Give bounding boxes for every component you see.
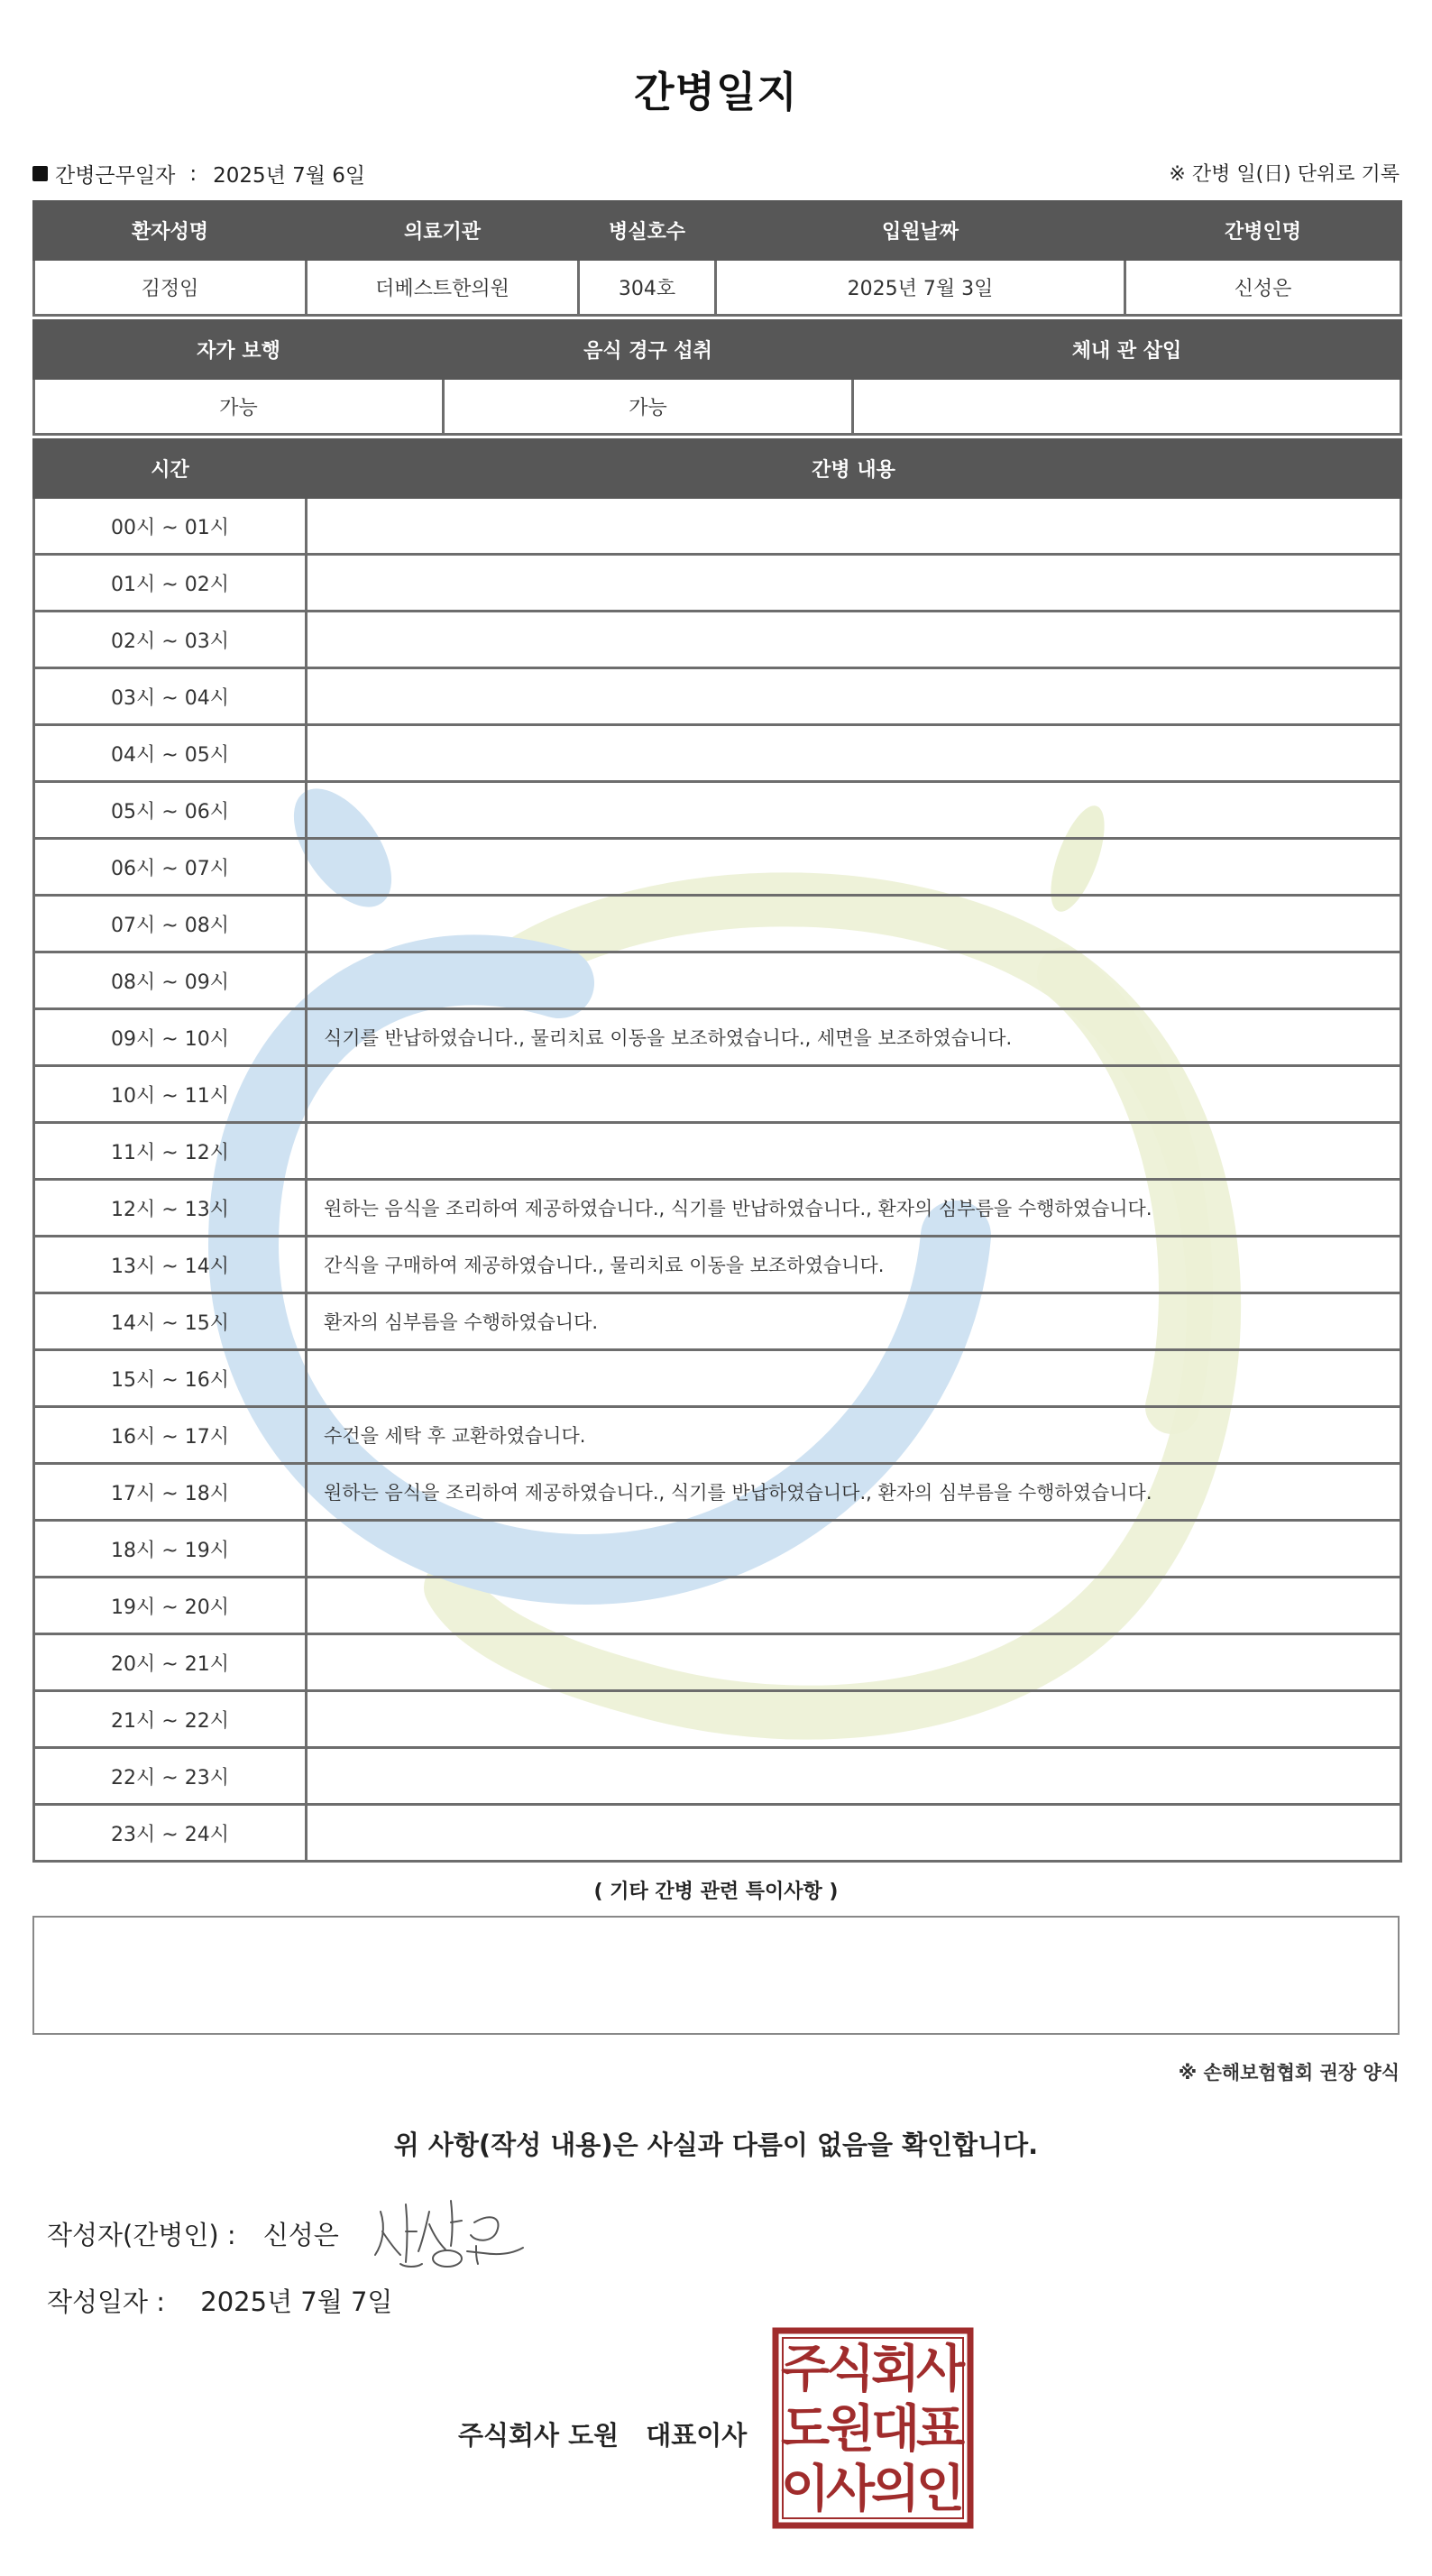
log-row [34,1180,1401,1237]
patient-ability-table [32,319,1402,436]
oral-intake-value: 가능 [444,379,853,435]
writer-row [47,2215,339,2252]
patient-info-value-row [34,260,1401,316]
header-self-walking: 자가 보행 [34,321,444,379]
ability-value-row [34,379,1401,435]
log-content-cell [307,1805,1401,1862]
log-content-cell [307,782,1401,839]
log-time-cell: 22시 ~ 23시 [34,1748,307,1805]
log-content-cell [307,1578,1401,1634]
ability-header-row [34,321,1401,379]
company-seal-stamp [772,2327,974,2529]
log-row [34,1634,1401,1691]
log-time-cell: 05시 ~ 06시 [34,782,307,839]
log-content-cell [307,612,1401,668]
log-row [34,839,1401,896]
log-content-cell [307,1521,1401,1578]
log-content-cell [307,1691,1401,1748]
log-content-cell [307,725,1401,782]
seal-character: 표 [915,2400,966,2459]
log-content-cell [307,498,1401,555]
log-row [34,952,1401,1009]
seal-character: 대 [870,2400,921,2459]
log-time-cell: 03시 ~ 04시 [34,668,307,725]
header-admission-date: 입원날짜 [716,202,1125,260]
special-notes-box [32,1916,1400,2035]
hourly-log-body [34,440,1401,1862]
tube-insertion-value [853,379,1401,435]
bullet-square-icon [32,166,48,181]
work-date-colon: : [189,161,197,186]
log-content-cell: 식기를 반납하였습니다., 물리치료 이동을 보조하였습니다., 세면을 보조하였습니다. [307,1009,1401,1066]
log-content-cell: 환자의 심부름을 수행하였습니다. [307,1293,1401,1350]
log-row [34,896,1401,952]
log-row [34,1237,1401,1293]
hourly-care-log-table [32,438,1402,1863]
admission-date: 2025년 7월 3일 [716,260,1125,316]
log-time-cell: 15시 ~ 16시 [34,1350,307,1407]
self-walking-value: 가능 [34,379,444,435]
company-role: 대표이사 [646,2420,748,2451]
log-row [34,1407,1401,1464]
work-date-value: 2025년 7월 6일 [213,164,366,188]
written-date-row [47,2282,392,2319]
log-time-cell: 16시 ~ 17시 [34,1407,307,1464]
log-content-cell: 원하는 음식을 조리하여 제공하였습니다., 식기를 반납하였습니다., 환자의 심부름을 수행하였습니다. [307,1180,1401,1237]
hospital-name: 더베스트한의원 [307,260,579,316]
log-row [34,555,1401,612]
patient-info-header-row [34,202,1401,260]
written-date-label: 작성일자 : [47,2286,166,2317]
patient-name: 김정임 [34,260,307,316]
log-time-cell: 18시 ~ 19시 [34,1521,307,1578]
log-content-cell: 원하는 음식을 조리하여 제공하였습니다., 식기를 반납하였습니다., 환자의 심부름을 수행하였습니다. [307,1464,1401,1521]
seal-character: 원 [825,2400,876,2459]
log-row [34,668,1401,725]
log-content-cell [307,839,1401,896]
header-hospital: 의료기관 [307,202,579,260]
header-room: 병실호수 [579,202,716,260]
seal-character: 회 [870,2340,921,2399]
seal-character: 도 [780,2400,831,2459]
log-row [34,1464,1401,1521]
log-time-cell: 08시 ~ 09시 [34,952,307,1009]
header-time: 시간 [34,440,307,498]
log-time-cell: 21시 ~ 22시 [34,1691,307,1748]
log-row [34,1009,1401,1066]
header-patient-name: 환자성명 [34,202,307,260]
log-time-cell: 20시 ~ 21시 [34,1634,307,1691]
work-date-label: 간병근무일자 [55,164,176,188]
log-content-cell [307,1123,1401,1180]
log-time-cell: 11시 ~ 12시 [34,1123,307,1180]
log-time-cell: 04시 ~ 05시 [34,725,307,782]
log-content-cell [307,555,1401,612]
log-row [34,498,1401,555]
meta-row [32,159,1400,186]
log-row [34,1521,1401,1578]
writer-name: 신성은 [262,2220,339,2250]
company-signatory [458,2415,747,2452]
company-name: 주식회사 도원 [458,2420,620,2451]
log-row [34,725,1401,782]
log-time-cell: 00시 ~ 01시 [34,498,307,555]
seal-character: 인 [915,2460,966,2519]
log-time-cell: 19시 ~ 20시 [34,1578,307,1634]
confirmation-statement: 위 사항(작성 내용)은 사실과 다름이 없음을 확인합니다. [393,2130,1039,2160]
log-time-cell: 12시 ~ 13시 [34,1180,307,1237]
record-note: ※ 간병 일(日) 단위로 기록 [1169,163,1400,186]
log-row [34,1350,1401,1407]
log-time-cell: 17시 ~ 18시 [34,1464,307,1521]
log-content-cell: 간식을 구매하여 제공하였습니다., 물리치료 이동을 보조하였습니다. [307,1237,1401,1293]
log-time-cell: 14시 ~ 15시 [34,1293,307,1350]
log-content-cell [307,668,1401,725]
header-care-content: 간병 내용 [307,440,1401,498]
log-row [34,612,1401,668]
log-content-cell [307,1066,1401,1123]
room-number: 304호 [579,260,716,316]
log-content-cell [307,1350,1401,1407]
log-content-cell [307,1748,1401,1805]
seal-character: 사 [825,2460,876,2519]
header-caregiver-name: 간병인명 [1125,202,1401,260]
log-row [34,1066,1401,1123]
log-row [34,1578,1401,1634]
work-date [32,159,365,189]
caregiver-name: 신성은 [1125,260,1401,316]
log-content-cell [307,1634,1401,1691]
log-row [34,1123,1401,1180]
log-time-cell: 09시 ~ 10시 [34,1009,307,1066]
writer-label: 작성자(간병인) : [47,2220,236,2250]
form-footnote: ※ 손해보험협회 권장 양식 [1178,2062,1400,2084]
seal-character: 이 [780,2460,831,2519]
handwritten-signature [370,2192,532,2273]
log-content-cell [307,952,1401,1009]
header-tube-insertion: 체내 관 삽입 [853,321,1401,379]
log-time-cell: 01시 ~ 02시 [34,555,307,612]
log-content-cell [307,896,1401,952]
log-row [34,1748,1401,1805]
log-time-cell: 02시 ~ 03시 [34,612,307,668]
written-date-value: 2025년 7월 7일 [200,2286,393,2317]
patient-info-table [32,200,1402,317]
header-oral-intake: 음식 경구 섭취 [444,321,853,379]
log-row [34,1691,1401,1748]
log-time-cell: 07시 ~ 08시 [34,896,307,952]
seal-character: 주 [780,2340,831,2399]
log-time-cell: 10시 ~ 11시 [34,1066,307,1123]
log-row [34,782,1401,839]
log-row [34,1293,1401,1350]
special-notes-title: ( 기타 간병 관련 특이사항 ) [593,1881,839,1903]
seal-character: 사 [915,2340,966,2399]
log-header-row [34,440,1401,498]
seal-character: 의 [870,2460,921,2519]
log-time-cell: 06시 ~ 07시 [34,839,307,896]
log-content-cell: 수건을 세탁 후 교환하였습니다. [307,1407,1401,1464]
log-time-cell: 23시 ~ 24시 [34,1805,307,1862]
seal-character: 식 [825,2340,876,2399]
page-title: 간병일지 [634,68,798,116]
log-row [34,1805,1401,1862]
log-time-cell: 13시 ~ 14시 [34,1237,307,1293]
